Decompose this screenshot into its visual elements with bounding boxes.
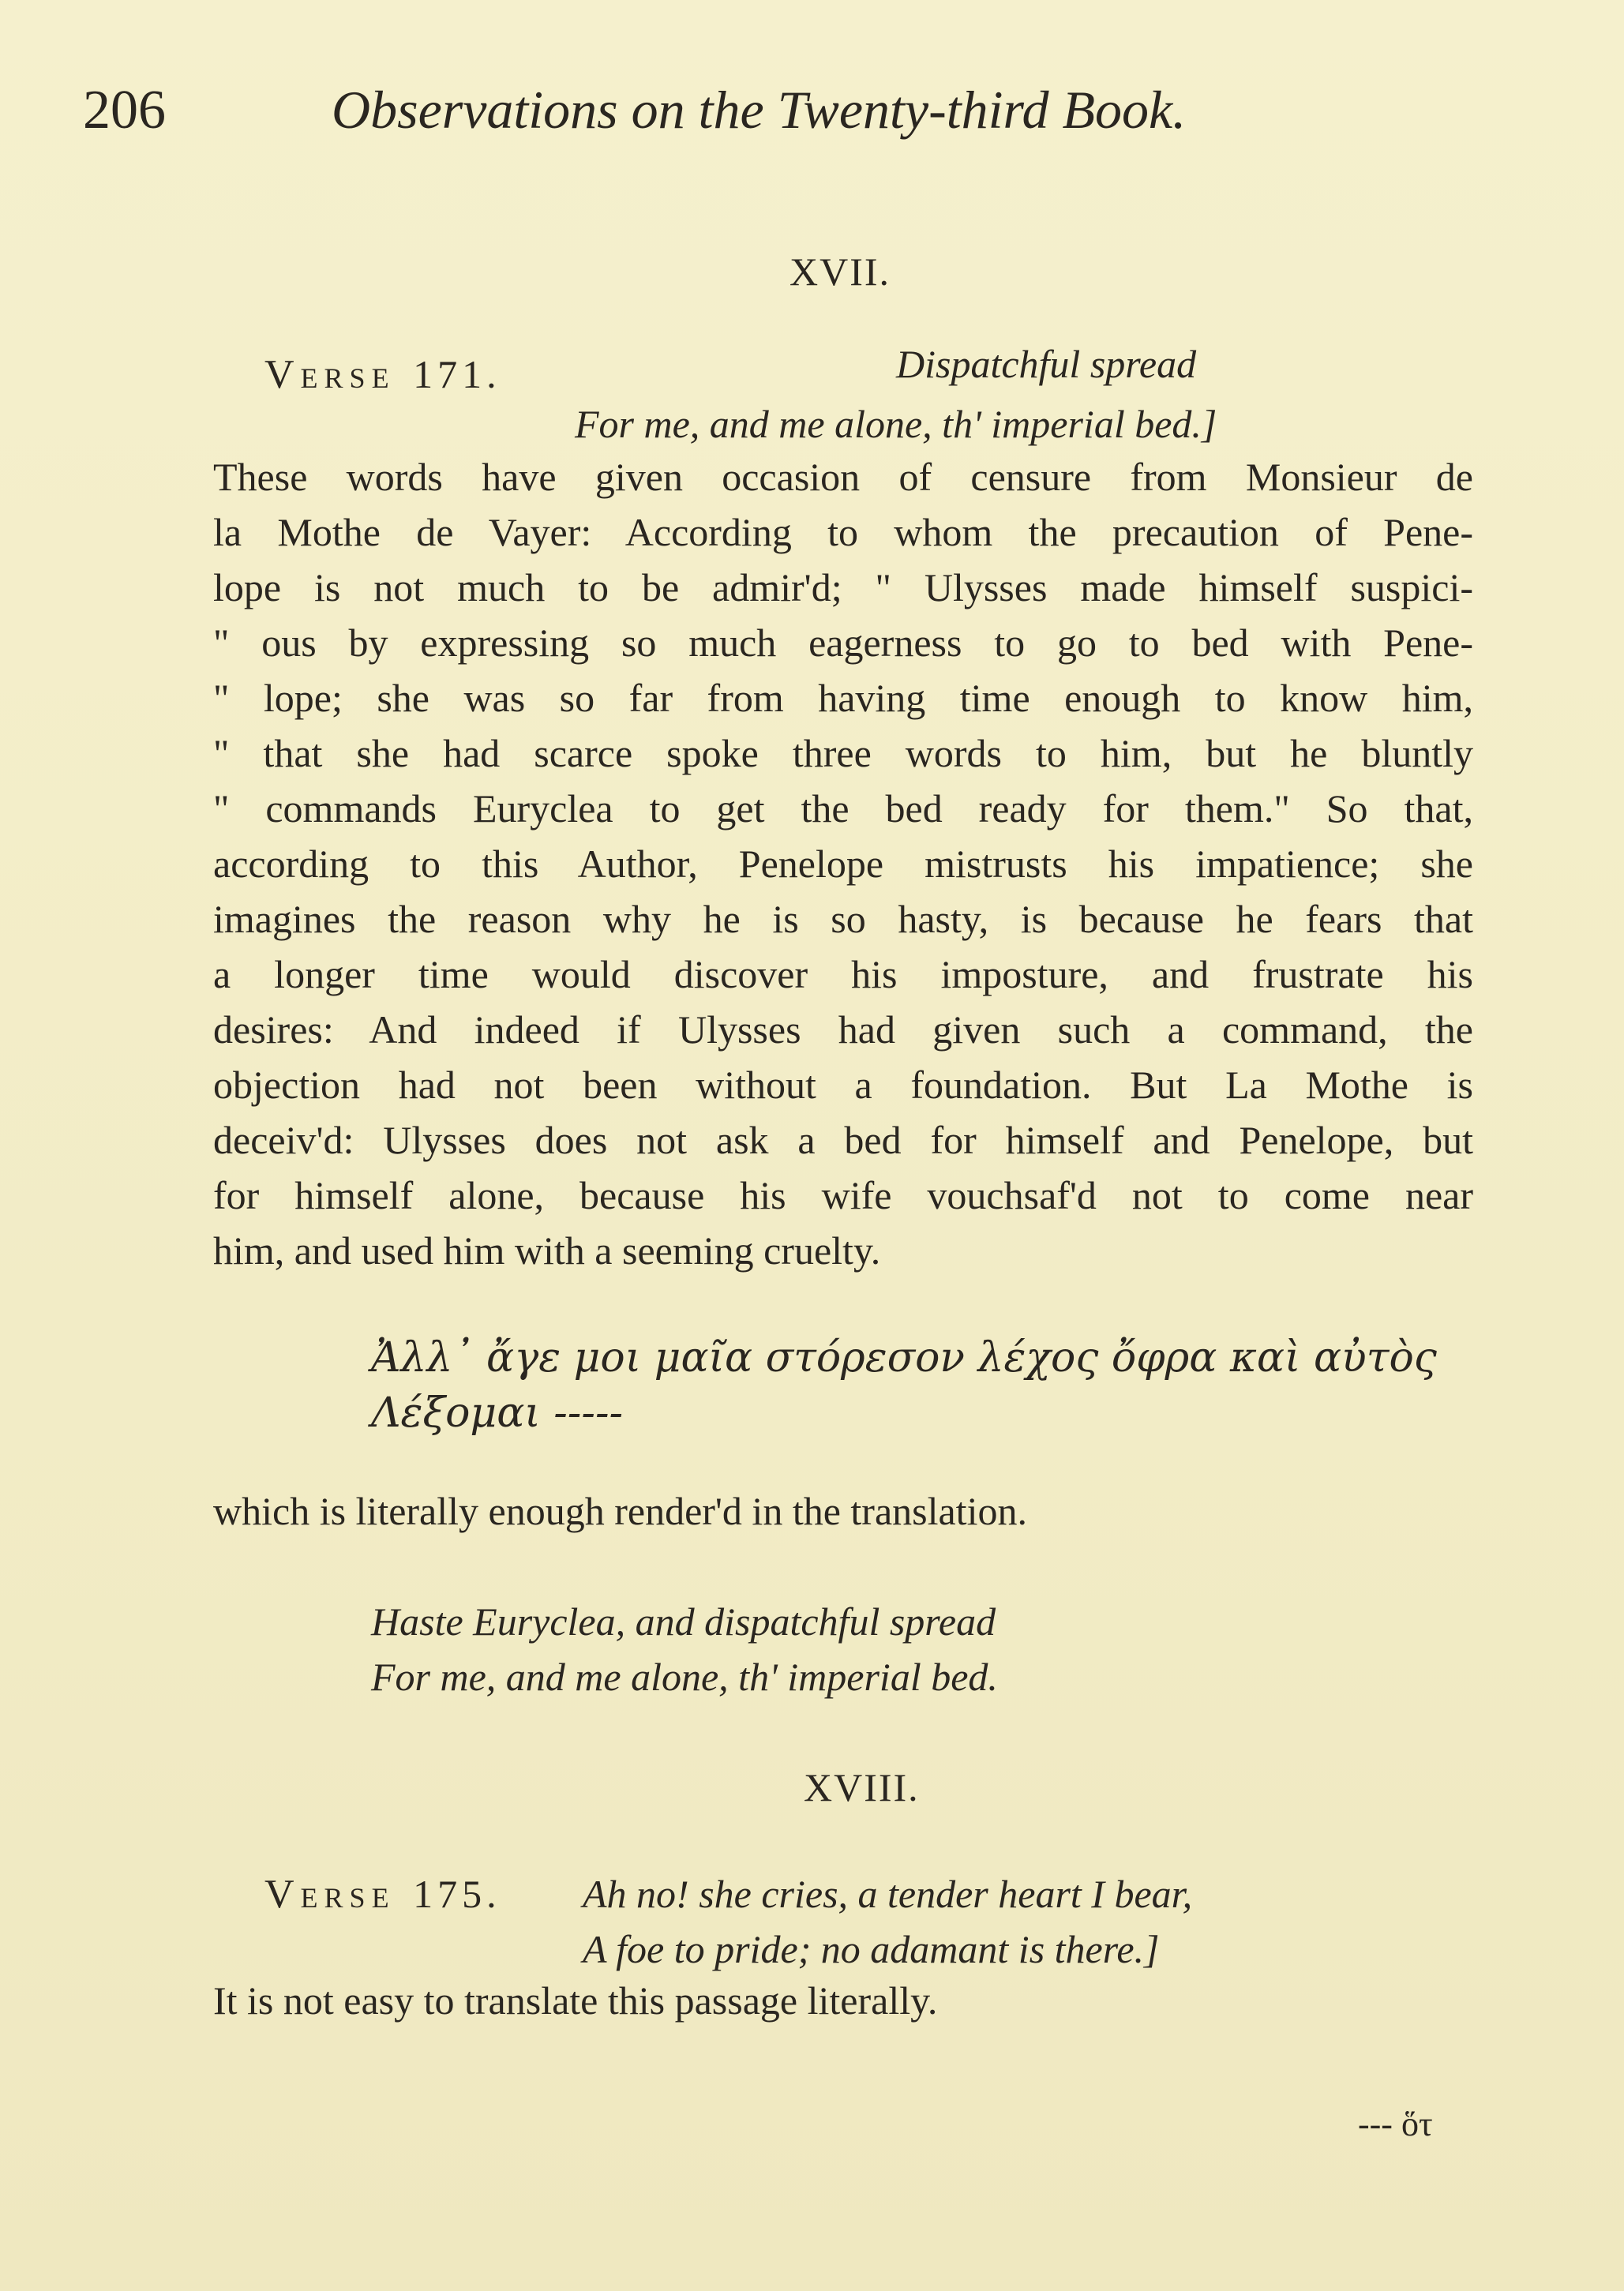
body-line: objection had not been without a foundation. But La Mothe is [213, 1063, 1473, 1107]
body-line: desires: And indeed if Ulysses had given such a command, the [213, 1007, 1473, 1052]
lemma-line-1: Ah no! she cries, a tender heart I bear, [583, 1872, 1193, 1916]
verse-label: Verse [264, 1872, 396, 1917]
body-line: according to this Author, Penelope mistrusts his impatience; she [213, 842, 1473, 886]
verse-label: Verse [264, 352, 396, 397]
page-header [83, 79, 1315, 158]
lemma-line-2: For me, and me alone, th' imperial bed.] [575, 402, 1217, 446]
body-line: " lope; she was so far from having time enough to know him, [213, 676, 1473, 720]
body-line: la Mothe de Vayer: According to whom the precaution of Pene- [213, 510, 1473, 554]
translation-quote-line-1: Haste Euryclea, and dispatchful spread [371, 1599, 996, 1644]
body-line: for himself alone, because his wife vouchsaf'd not to come near [213, 1173, 1473, 1217]
body-line: " ous by expressing so much eagerness to go to bed with Pene- [213, 621, 1473, 665]
greek-quotation-line-2: Λέξομαι ----- [371, 1389, 624, 1437]
body-line: deceiv'd: Ulysses does not ask a bed for himself and Penelope, but [213, 1118, 1473, 1162]
body-line: It is not easy to translate this passage literally. [213, 1978, 938, 2023]
verse-number: 175. [413, 1872, 501, 1916]
verse-reference-175 [264, 1871, 501, 1918]
section-number-xviii: XVIII. [804, 1765, 920, 1809]
body-line: " commands Euryclea to get the bed ready for them." So that, [213, 786, 1473, 831]
body-line: These words have given occasion of censure from Monsieur de [213, 455, 1473, 499]
body-line: which is literally enough render'd in the translation. [213, 1489, 1027, 1533]
body-line: him, and used him with a seeming cruelty. [213, 1228, 881, 1273]
body-line: " that she had scarce spoke three words to him, but he bluntly [213, 731, 1473, 775]
body-line: a longer time would discover his imposture, and frustrate his [213, 952, 1473, 996]
verse-number: 171. [413, 352, 501, 396]
verse-reference-171 [264, 351, 501, 398]
catchword: --- ὅτ [1358, 2105, 1433, 2143]
page-number: 206 [83, 80, 166, 141]
greek-quotation-line-1: Ἀλλ᾽ ἄγε μοι μαῖα στόρεσον λέχος ὄφρα καὶ αὐτὸς [371, 1334, 1437, 1382]
lemma-line-2: A foe to pride; no adamant is there.] [583, 1927, 1160, 1971]
body-line: lope is not much to be admir'd; " Ulysses made himself suspici- [213, 565, 1473, 609]
body-line: imagines the reason why he is so hasty, is because he fears that [213, 897, 1473, 941]
running-head: Observations on the Twenty-third Book. [332, 80, 1187, 140]
lemma-line-1: Dispatchful spread [896, 342, 1197, 386]
translation-quote-line-2: For me, and me alone, th' imperial bed. [371, 1655, 998, 1699]
section-number-xvii: XVII. [789, 249, 891, 294]
